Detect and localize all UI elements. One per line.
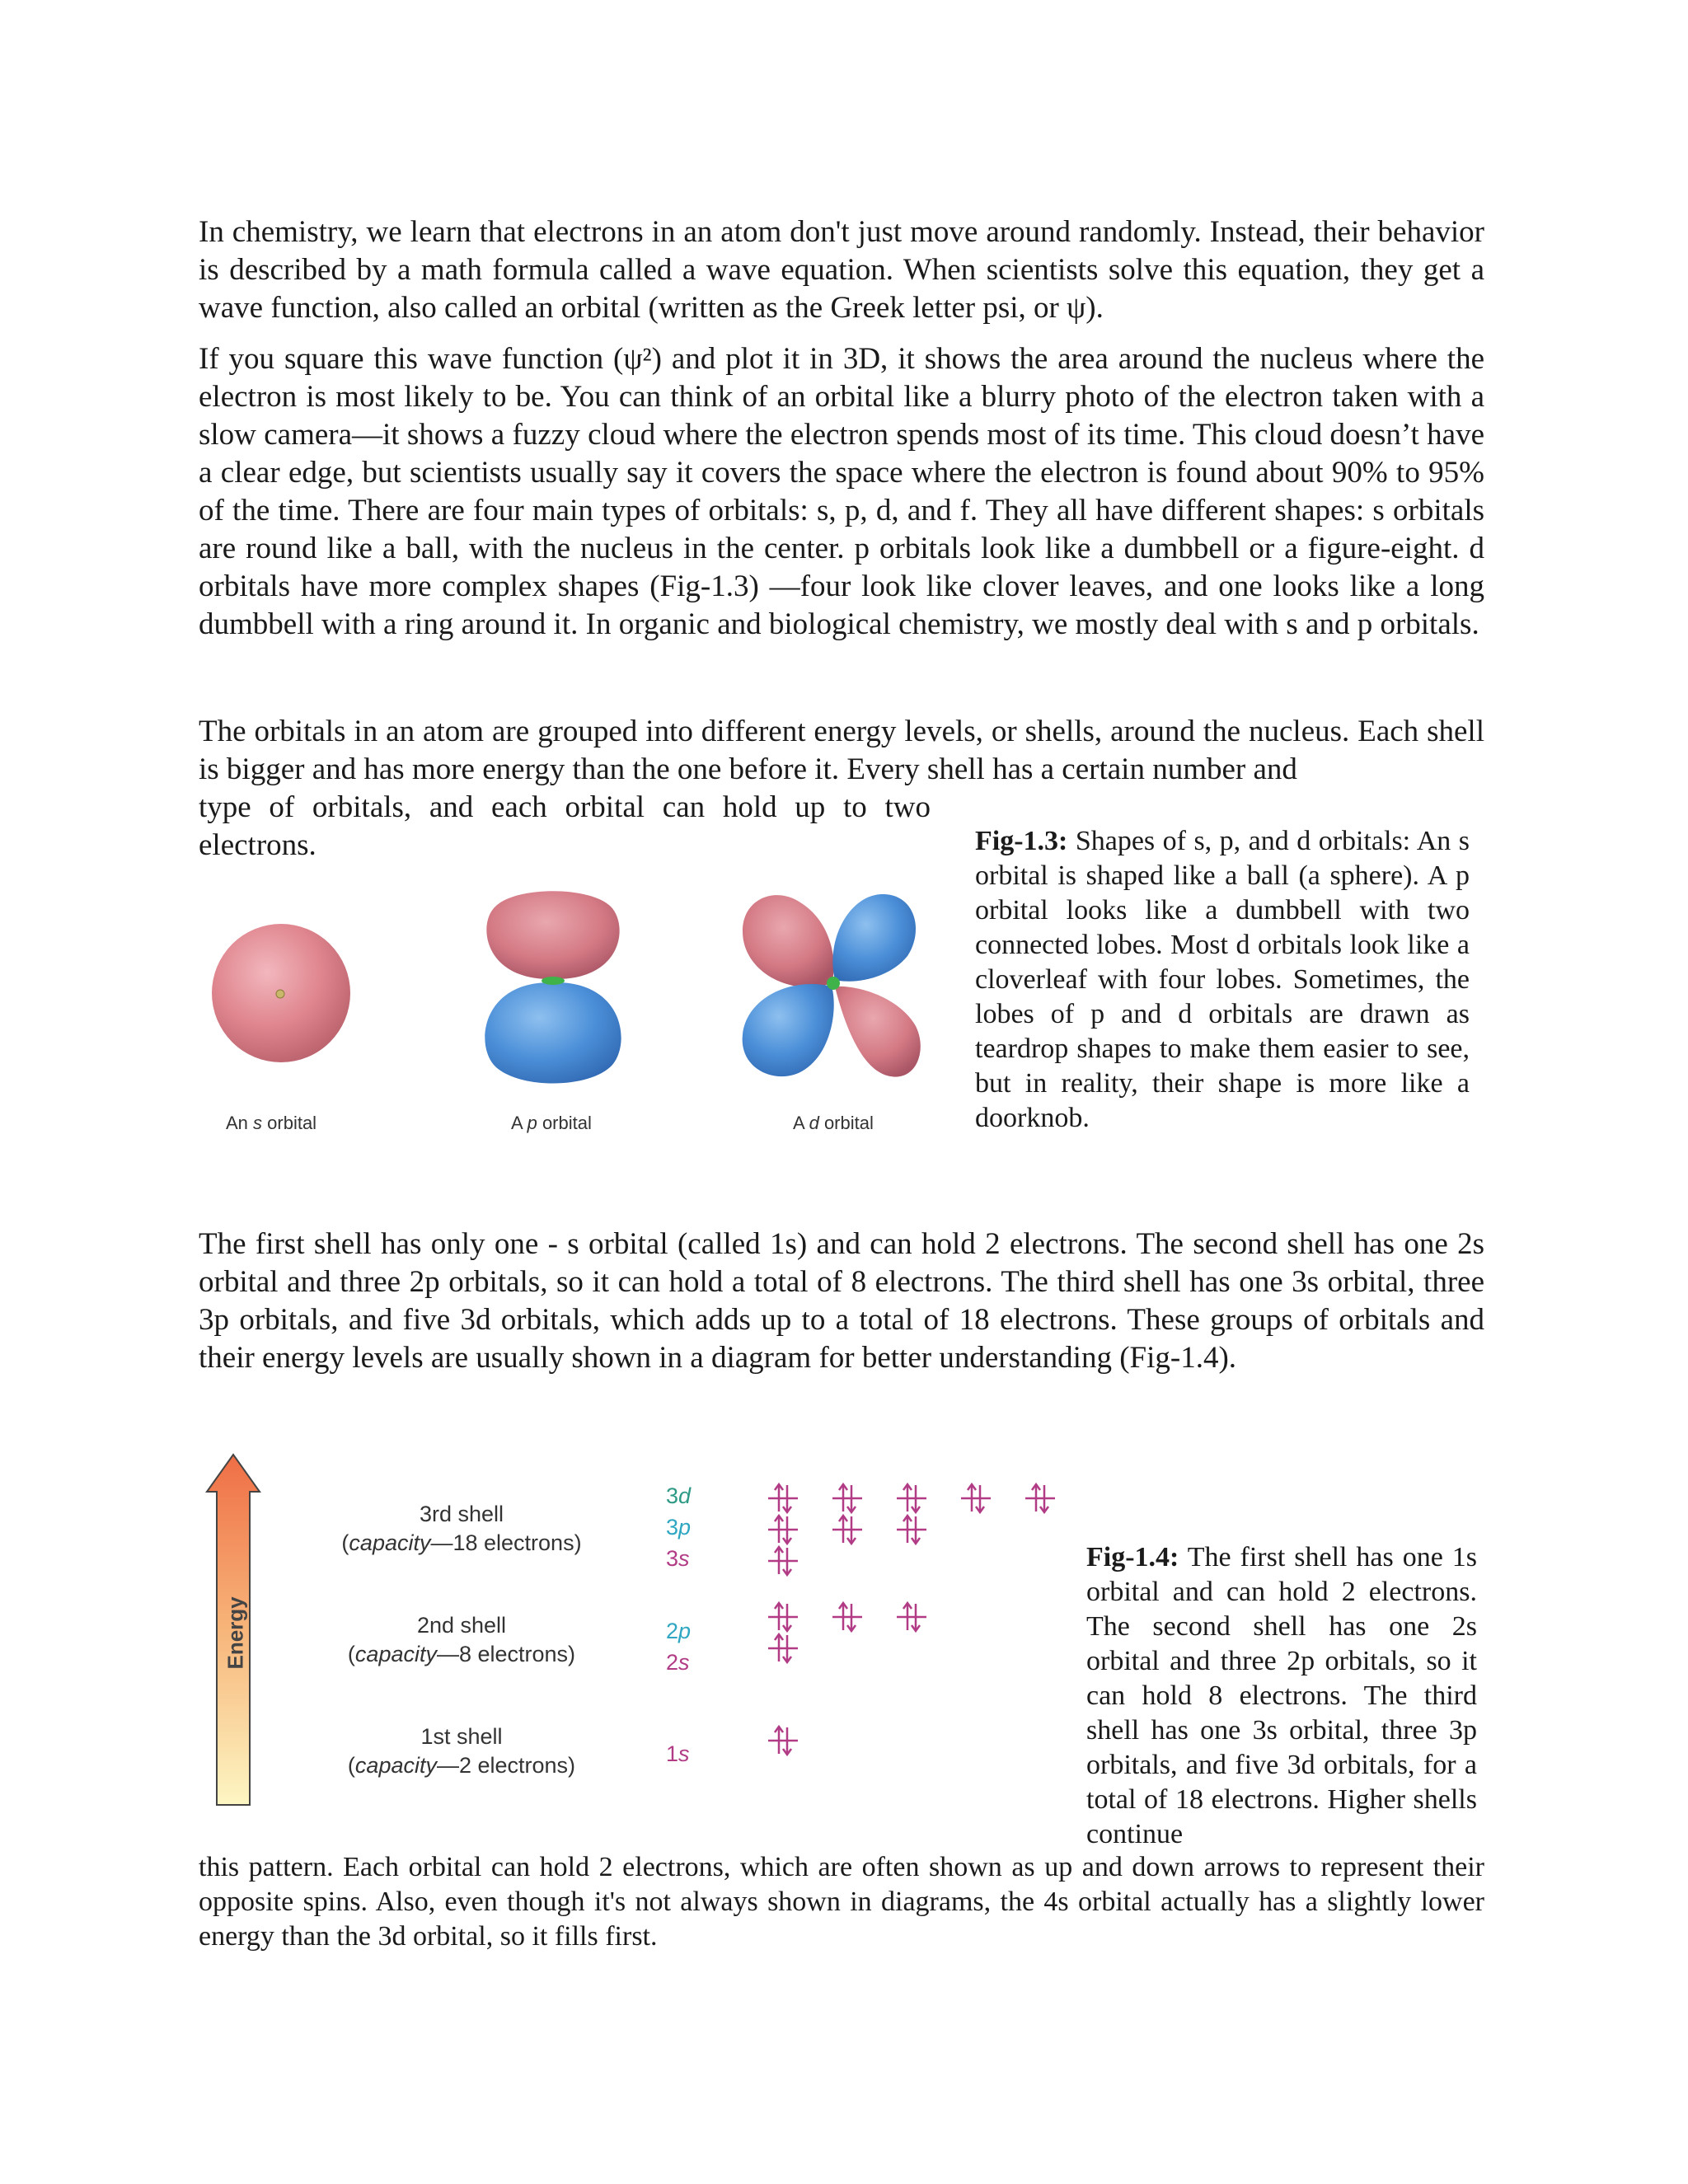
paragraph-shells-intro-cont: type of orbitals, and each orbital can hold up to two [199, 790, 931, 824]
subshell-2p-label: 2p [666, 1619, 692, 1643]
p-orbital-label: A p orbital [511, 1113, 592, 1133]
paragraph-shells-intro: The orbitals in an atom are grouped into different energy levels, or shells, around the nucleus. Each shell is bigger and has more energy than the one before it. Every shell has a certain number and [199, 715, 1484, 786]
shell-2-label: 2nd shell (capacity—8 electrons) [347, 1613, 576, 1666]
energy-label: Energy [223, 1596, 248, 1670]
electron-pair [961, 1484, 991, 1512]
electron-pair [832, 1516, 862, 1544]
paragraph-shell-capacity: The first shell has only one - s orbital (called 1s) and can hold 2 electrons. The second shell has one 2s orbital and three 2p orbitals, so it can hold a total of 8 electrons. The third shell has one 3s orbital, three 3p orbitals, and five 3d orbitals, which adds up to a total of 18 electrons. These groups of orbitals and their energy levels are usually shown in a diagram for better understanding (Fig-1.4). [199, 1227, 1484, 1375]
s-orbital-image [212, 924, 350, 1062]
d-orbital-image [743, 894, 921, 1077]
electron-pair [768, 1603, 798, 1631]
electron-pair [768, 1484, 798, 1512]
shell-3-label: 3rd shell (capacity—18 electrons) [341, 1502, 582, 1555]
fig-1-3-caption: Fig-1.3: Shapes of s, p, and d orbitals: An s orbital is shaped like a ball (a sphere). A p orbital looks like a dumbbell with two connected lobes. Most d orbitals look like a cloverleaf with four lobes. Sometimes, the lobes of p and d orbitals are drawn as teardrop shapes to make them easier to see, but in reality, their shape is more like a doorknob. [975, 826, 1470, 1133]
subshell-2s-label: 2s [666, 1650, 690, 1675]
fig-1-4-caption: Fig-1.4: The first shell has one 1s orbital and can hold 2 electrons. The second shell has one 2s orbital and three 2p orbitals, so it can hold 8 electrons. The third shell has one 3s orbital, three 3p orbitals, and five 3d orbitals, for a total of 18 electrons. Higher shells continue [1086, 1542, 1477, 1849]
p-orbital-image [485, 891, 621, 1083]
electron-pair [768, 1547, 798, 1575]
electron-pair [768, 1516, 798, 1544]
electron-pair [832, 1484, 862, 1512]
electron-pair [897, 1516, 926, 1544]
paragraph-orbital-description: If you square this wave function (ψ²) and plot it in 3D, it shows the area around the nucleus where the electron is most likely to be. You can think of an orbital like a blurry photo of the electron taken with a slow camera—it shows a fuzzy cloud where the electron spends most of its time. This cloud doesn’t have a clear edge, but scientists usually say it covers the space where the electron is found about 90% to 95% of the time. There are four main types of orbitals: s, p, d, and f. They all have different shapes: s orbitals are round like a ball, with the nucleus in the center. p orbitals look like a dumbbell or a figure-eight. d orbitals have more complex shapes (Fig-1.3) —four look like clover leaves, and one looks like a long dumbbell with a ring around it. In organic and biological chemistry, we mostly deal with s and p orbitals. [199, 342, 1484, 641]
paragraph-spin-note: this pattern. Each orbital can hold 2 electrons, which are often shown as up and down arrows to represent their opposite spins. Also, even though it's not always shown in diagrams, the 4s orbital actually has a slightly lower energy than the 3d orbital, so it fills first. [199, 1852, 1484, 1952]
electron-pairs [742, 1467, 1071, 1780]
subshell-3d-label: 3d [666, 1483, 692, 1508]
electron-pair [1025, 1484, 1055, 1512]
electron-pair [768, 1727, 798, 1755]
s-orbital-label: An s orbital [226, 1113, 317, 1133]
paragraph-intro: In chemistry, we learn that electrons in an atom don't just move around randomly. Instead, their behavior is described by a math formula called a wave equation. When scientists solve this equation, they get a wave function, also called an orbital (written as the Greek letter psi, or ψ). [199, 215, 1484, 325]
electron-pair [832, 1603, 862, 1631]
electron-pair [897, 1484, 926, 1512]
subshell-3s-label: 3s [666, 1546, 690, 1571]
subshell-3p-label: 3p [666, 1515, 692, 1540]
electron-pair [897, 1603, 926, 1631]
d-orbital-label: A d orbital [793, 1113, 874, 1133]
shell-1-label: 1st shell (capacity—2 electrons) [347, 1724, 576, 1778]
paragraph-shells-intro-end: electrons. [199, 828, 316, 862]
subshell-1s-label: 1s [666, 1741, 690, 1766]
electron-pair [768, 1634, 798, 1662]
